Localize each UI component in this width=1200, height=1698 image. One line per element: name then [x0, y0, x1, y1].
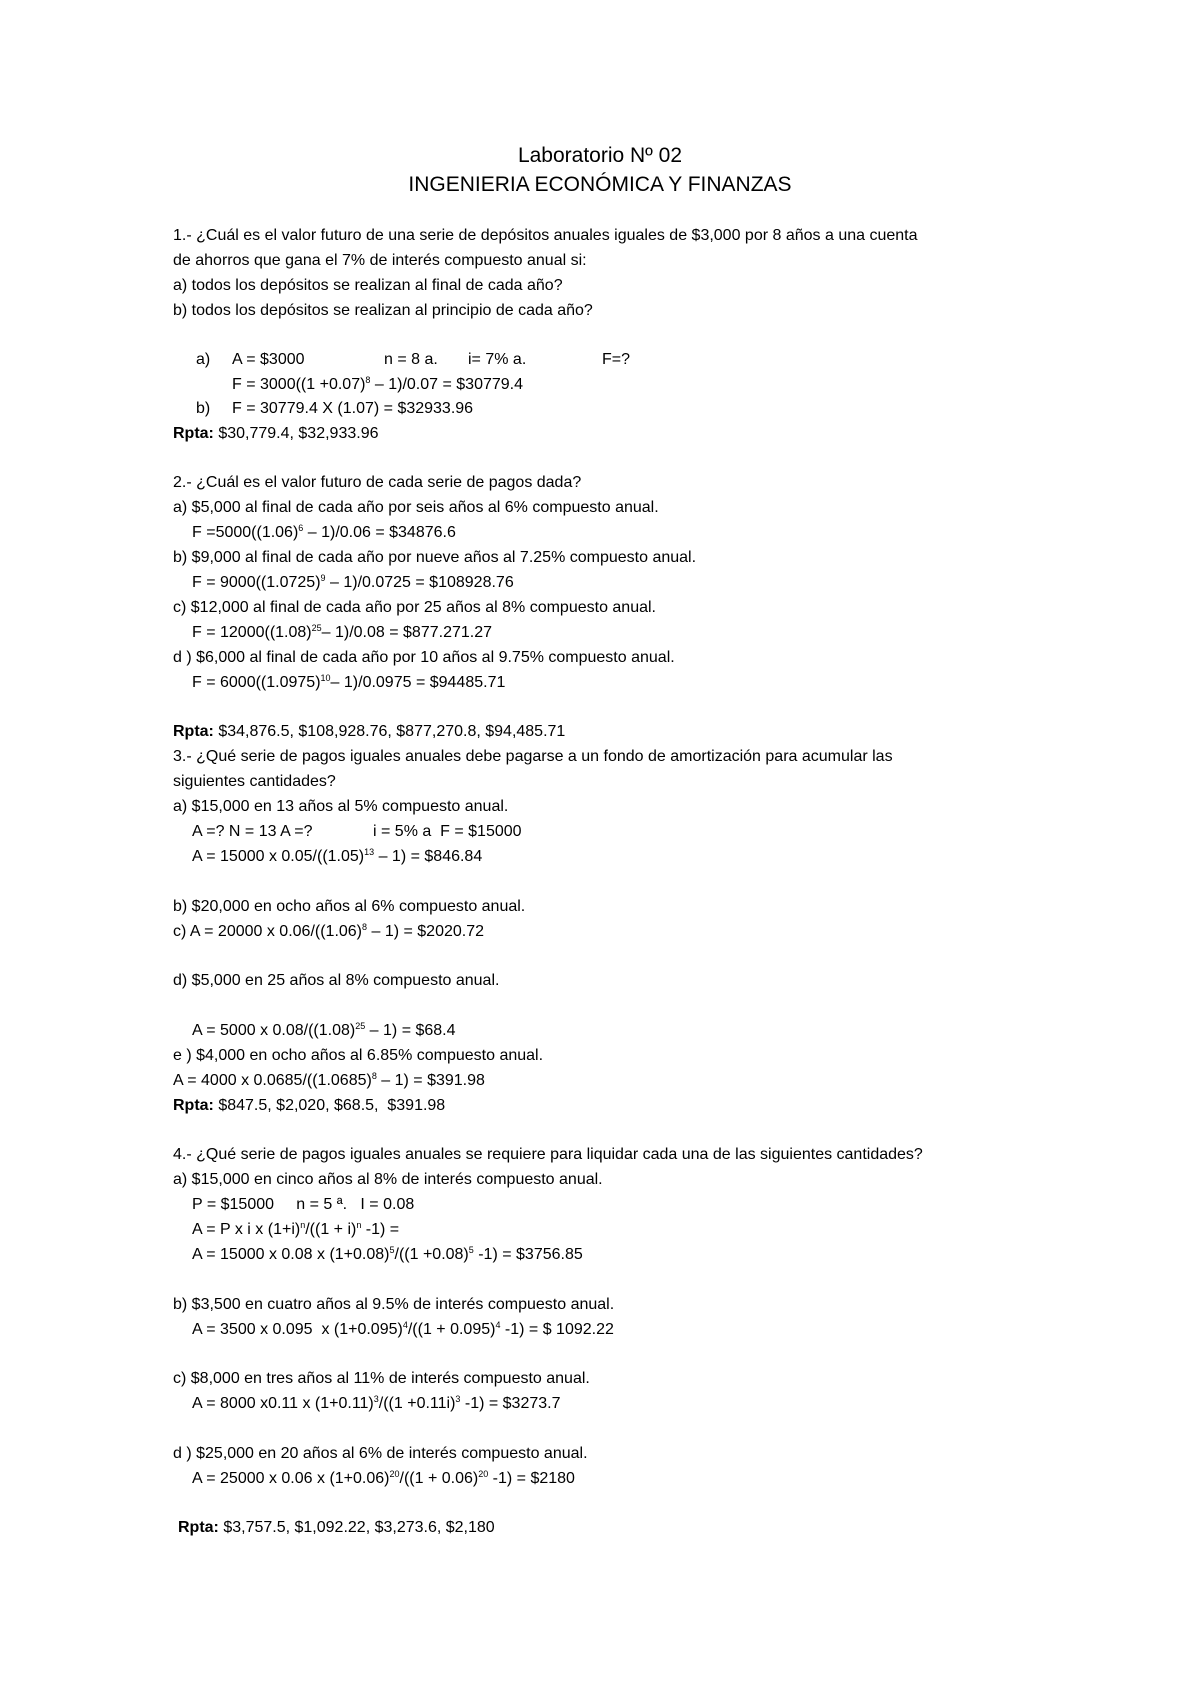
p3-question-line1: 3.- ¿Qué serie de pagos iguales anuales debe pagarse a un fondo de amortización para acumular las — [173, 748, 893, 765]
p3-formula-a: A = 15000 x $0.05/((1.05)^{13} - 1)$ = $846.84 — [192, 847, 483, 865]
p1-answer-a-label: a) — [196, 351, 211, 368]
p2-formula-c: $F = 12000((1.08)^{25}-$ 1)/0.08 = $877.271.27 — [192, 623, 493, 641]
p1-answer-b-label: b) — [196, 400, 211, 417]
course-title: INGENIERIA ECONÓMICA Y FINANZAS — [408, 173, 792, 196]
p1-given-n: n = 8 a. — [384, 351, 438, 368]
p3-item-d: d) $5,000 en 25 años al 8% compuesto anual. — [173, 972, 500, 989]
p1-given-F: F=? — [602, 351, 631, 368]
p4-answer: Rpta: $3,757.5, $1,092.22, $3,273.6, $2,180 — [178, 1519, 495, 1536]
p4-formula-c: A = 8000 x0.11 x $(1+0.11)^3/((1 +0.11i)^3$ -1) = $3273.7 — [192, 1394, 561, 1412]
p3-item-e: e ) $4,000 en ocho años al 6.85% compuesto anual. — [173, 1047, 544, 1064]
p4-formula-general: A = P x i x $(1+i)^n/((1 + i)^n$ -1) = — [192, 1220, 400, 1238]
p4-question: 4.- ¿Qué serie de pagos iguales anuales se requiere para liquidar cada una de las siguientes cantidades? — [173, 1146, 923, 1163]
p2-item-d: d ) $6,000 al final de cada año por 10 años al 9.75% compuesto anual. — [173, 649, 675, 666]
p3-vars-a: A =? N = 13 A =? — [192, 823, 313, 840]
p3-answer: Rpta: $847.5, $2,020, $68.5, $391.98 — [173, 1097, 446, 1114]
p3-formula-e: A = 4000 x $0.0685/((1.0685)^8 - 1)$ = $391.98 — [173, 1071, 485, 1089]
p1-question-line1: 1.- ¿Cuál es el valor futuro de una serie de depósitos anuales iguales de $3,000 por 8 años a una cuenta — [173, 227, 918, 244]
p3-formula-d: A = 5000 x $0.08/((1.08)^{25} - 1)$ = $68.4 — [192, 1021, 456, 1039]
p3-vars-a-rate: i = 5% a F = $15000 — [373, 823, 522, 840]
p3-question-line2: siguientes cantidades? — [173, 773, 336, 790]
p4-formula-a: A = 15000 x 0.08 x $(1+0.08)^5/((1 +0.08)^5$ -1) = $3756.85 — [192, 1245, 583, 1263]
p2-answer: Rpta: $34,876.5, $108,928.76, $877,270.8, $94,485.71 — [173, 723, 566, 740]
p2-formula-d: $F = 6000((1.0975)^{10}-$ 1)/0.0975 = $94485.71 — [192, 673, 506, 691]
p2-formula-a: $F =5000((1.06)^6 - 1)/0.06$ = $34876.6 — [192, 523, 456, 541]
p3-item-a: a) $15,000 en 13 años al 5% compuesto anual. — [173, 798, 509, 815]
p4-item-b: b) $3,500 en cuatro años al 9.5% de interés compuesto anual. — [173, 1296, 615, 1313]
p2-item-c: c) $12,000 al final de cada año por 25 años al 8% compuesto anual. — [173, 599, 656, 616]
p4-item-c: c) $8,000 en tres años al 11% de interés compuesto anual. — [173, 1370, 590, 1387]
p2-formula-b: $F = 9000((1.0725)^9 - 1)/0.0725$ = $108928.76 — [192, 573, 514, 591]
p1-option-a: a) todos los depósitos se realizan al final de cada año? — [173, 277, 563, 294]
p2-item-a: a) $5,000 al final de cada año por seis años al 6% compuesto anual. — [173, 499, 659, 516]
p1-option-b: b) todos los depósitos se realizan al principio de cada año? — [173, 302, 593, 319]
p1-question-line2: de ahorros que gana el 7% de interés compuesto anual si: — [173, 252, 587, 269]
p4-formula-b: A = 3500 x 0.095 x $(1+0.095)^4/((1 + 0.095)^4$ -1) = $ 1092.22 — [192, 1320, 614, 1338]
p4-vars-a: P = $15000 n = 5 ª. I = 0.08 — [192, 1196, 415, 1213]
p4-item-d: d ) $25,000 en 20 años al 6% de interés compuesto anual. — [173, 1445, 588, 1462]
p1-formula-b: F = 30779.4 X (1.07) = $32933.96 — [232, 400, 474, 417]
p3-formula-c: c) A = 20000 x $0.06/((1.06)^8 - 1)$ = $2020.72 — [173, 922, 485, 940]
p1-given-A: A = $3000 — [232, 351, 305, 368]
p2-question: 2.- ¿Cuál es el valor futuro de cada serie de pagos dada? — [173, 474, 582, 491]
lab-title: Laboratorio Nº 02 — [517, 144, 683, 167]
p3-item-b: b) $20,000 en ocho años al 6% compuesto anual. — [173, 898, 526, 915]
p1-formula-a: $F = 3000((1 +0.07)^8 - 1)/0.07$ = $30779.4 — [232, 375, 524, 393]
p4-formula-d: A = 25000 x 0.06 x $(1+0.06)^{20}/((1 + 0.06)^{20}$ -1) = $2180 — [192, 1469, 575, 1487]
p1-answer: Rpta: $30,779.4, $32,933.96 — [173, 425, 379, 442]
p2-item-b: b) $9,000 al final de cada año por nueve años al 7.25% compuesto anual. — [173, 549, 697, 566]
p1-given-i: i= 7% a. — [468, 351, 527, 368]
p4-item-a: a) $15,000 en cinco años al 8% de interés compuesto anual. — [173, 1171, 603, 1188]
